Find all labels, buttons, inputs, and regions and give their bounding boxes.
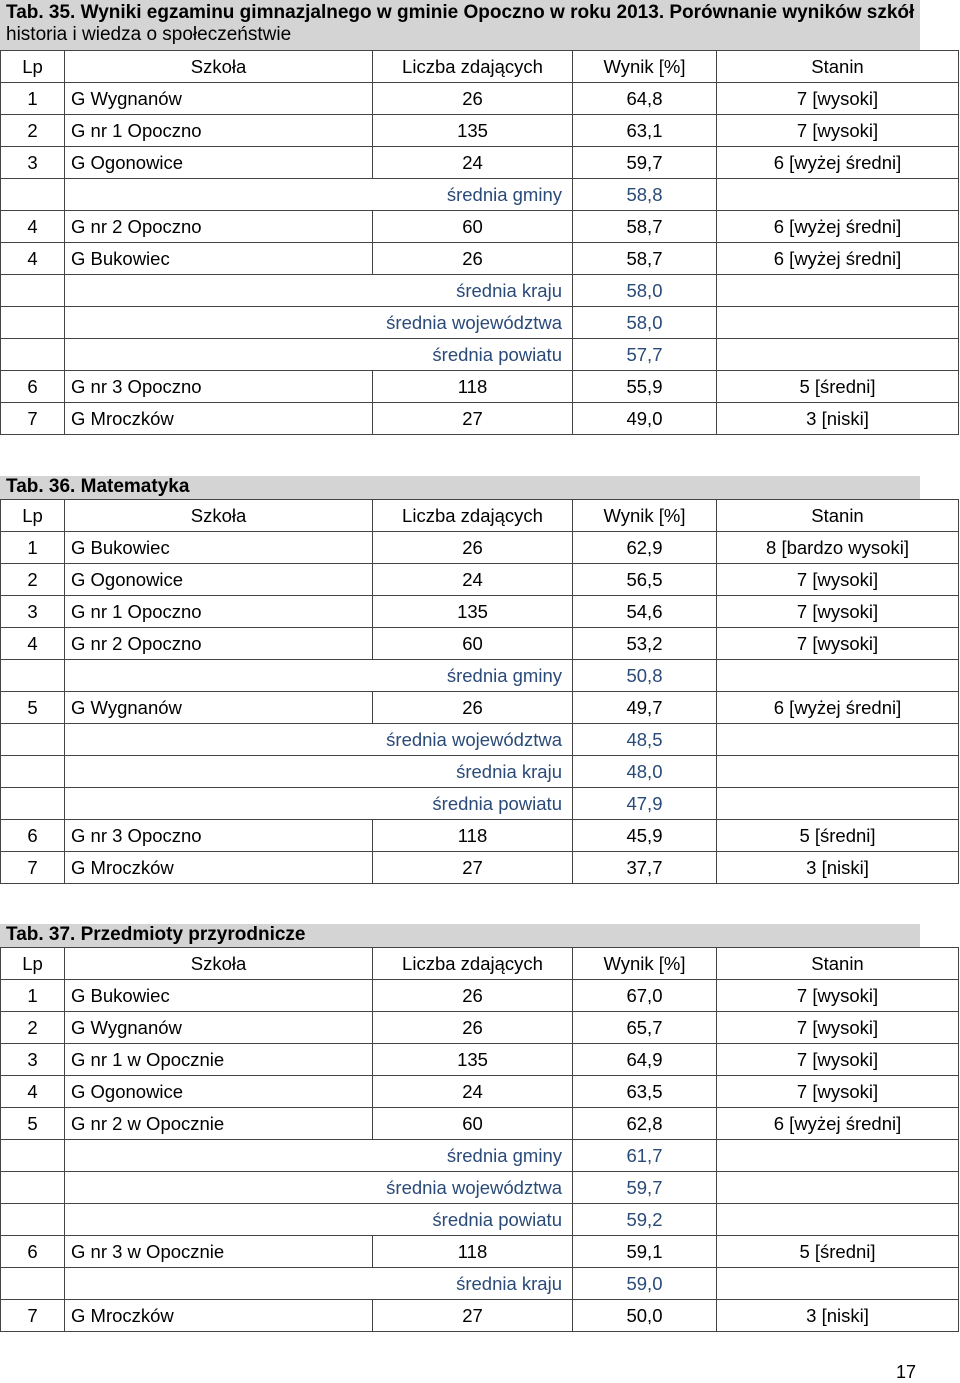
empty-cell [717, 724, 959, 756]
school-row [1, 243, 959, 275]
rank-cell: 5 [1, 1108, 65, 1140]
school-name-cell: G nr 2 Opoczno [65, 628, 373, 660]
stanin-cell: 6 [wyżej średni] [717, 1108, 959, 1140]
average-row [1, 307, 959, 339]
school-row [1, 147, 959, 179]
school-row [1, 1108, 959, 1140]
count-cell: 118 [373, 371, 573, 403]
caption-line-2: historia i wiedza o społeczeństwie [6, 24, 292, 45]
school-name-cell: G Ogonowice [65, 1076, 373, 1108]
count-cell: 24 [373, 147, 573, 179]
stanin-cell: 7 [wysoki] [717, 1012, 959, 1044]
rank-cell: 4 [1, 628, 65, 660]
column-header: Szkoła [65, 948, 373, 980]
school-name-cell: G Mroczków [65, 1300, 373, 1332]
stanin-cell: 5 [średni] [717, 820, 959, 852]
score-cell: 49,0 [573, 403, 717, 435]
school-name-cell: G Ogonowice [65, 564, 373, 596]
average-value: 58,8 [573, 179, 717, 211]
caption-line-1: Tab. 36. Matematyka [6, 476, 190, 497]
empty-cell [717, 1268, 959, 1300]
column-header: Stanin [717, 948, 959, 980]
school-name-cell: G Wygnanów [65, 1012, 373, 1044]
average-row [1, 724, 959, 756]
average-label: średnia kraju [65, 756, 573, 788]
rank-cell: 6 [1, 1236, 65, 1268]
column-header: Wynik [%] [573, 948, 717, 980]
column-header: Stanin [717, 500, 959, 532]
average-label: średnia województwa [65, 724, 573, 756]
column-header: Liczba zdających [373, 500, 573, 532]
stanin-cell: 7 [wysoki] [717, 980, 959, 1012]
score-cell: 64,8 [573, 83, 717, 115]
stanin-cell: 8 [bardzo wysoki] [717, 532, 959, 564]
stanin-cell: 7 [wysoki] [717, 83, 959, 115]
rank-cell: 1 [1, 980, 65, 1012]
school-name-cell: G nr 3 w Opocznie [65, 1236, 373, 1268]
caption-line-1: Tab. 37. Przedmioty przyrodnicze [6, 924, 306, 945]
score-cell: 58,7 [573, 243, 717, 275]
empty-cell [717, 660, 959, 692]
average-label: średnia kraju [65, 1268, 573, 1300]
count-cell: 135 [373, 1044, 573, 1076]
rank-cell: 7 [1, 852, 65, 884]
table-header-row [1, 500, 959, 532]
empty-cell [1, 1204, 65, 1236]
empty-cell [717, 1140, 959, 1172]
stanin-cell: 7 [wysoki] [717, 628, 959, 660]
average-row [1, 179, 959, 211]
count-cell: 27 [373, 403, 573, 435]
stanin-cell: 3 [niski] [717, 852, 959, 884]
school-name-cell: G nr 1 Opoczno [65, 115, 373, 147]
rank-cell: 2 [1, 1012, 65, 1044]
school-name-cell: G Bukowiec [65, 532, 373, 564]
score-cell: 65,7 [573, 1012, 717, 1044]
school-row [1, 371, 959, 403]
average-label: średnia województwa [65, 307, 573, 339]
empty-cell [717, 1172, 959, 1204]
empty-cell [1, 788, 65, 820]
school-name-cell: G nr 2 w Opocznie [65, 1108, 373, 1140]
stanin-cell: 3 [niski] [717, 403, 959, 435]
empty-cell [1, 1140, 65, 1172]
rank-cell: 4 [1, 243, 65, 275]
empty-cell [717, 756, 959, 788]
count-cell: 24 [373, 564, 573, 596]
empty-cell [717, 1204, 959, 1236]
school-row [1, 403, 959, 435]
school-row [1, 564, 959, 596]
column-header: Lp [1, 948, 65, 980]
score-cell: 56,5 [573, 564, 717, 596]
score-cell: 64,9 [573, 1044, 717, 1076]
stanin-cell: 7 [wysoki] [717, 1076, 959, 1108]
average-value: 57,7 [573, 339, 717, 371]
school-name-cell: G Ogonowice [65, 147, 373, 179]
average-value: 50,8 [573, 660, 717, 692]
school-row [1, 1300, 959, 1332]
count-cell: 118 [373, 1236, 573, 1268]
average-value: 59,2 [573, 1204, 717, 1236]
average-value: 61,7 [573, 1140, 717, 1172]
column-header: Liczba zdających [373, 51, 573, 83]
score-cell: 67,0 [573, 980, 717, 1012]
count-cell: 26 [373, 692, 573, 724]
empty-cell [1, 339, 65, 371]
rank-cell: 7 [1, 1300, 65, 1332]
score-cell: 55,9 [573, 371, 717, 403]
school-row [1, 1076, 959, 1108]
stanin-cell: 5 [średni] [717, 1236, 959, 1268]
rank-cell: 2 [1, 564, 65, 596]
average-value: 48,5 [573, 724, 717, 756]
column-header: Szkoła [65, 51, 373, 83]
average-row [1, 275, 959, 307]
results-table [0, 499, 959, 884]
average-row [1, 1172, 959, 1204]
caption-line-1: Tab. 35. Wyniki egzaminu gimnazjalnego w gminie Opoczno w roku 2013. Porównanie wyników szkół [6, 2, 915, 23]
count-cell: 60 [373, 211, 573, 243]
score-cell: 63,5 [573, 1076, 717, 1108]
average-label: średnia powiatu [65, 339, 573, 371]
average-row [1, 339, 959, 371]
empty-cell [717, 339, 959, 371]
score-cell: 53,2 [573, 628, 717, 660]
school-row [1, 211, 959, 243]
rank-cell: 6 [1, 371, 65, 403]
school-name-cell: G nr 1 Opoczno [65, 596, 373, 628]
school-name-cell: G nr 3 Opoczno [65, 820, 373, 852]
column-header: Wynik [%] [573, 51, 717, 83]
average-value: 59,7 [573, 1172, 717, 1204]
empty-cell [1, 275, 65, 307]
count-cell: 135 [373, 115, 573, 147]
score-cell: 49,7 [573, 692, 717, 724]
stanin-cell: 7 [wysoki] [717, 115, 959, 147]
average-label: średnia gminy [65, 1140, 573, 1172]
empty-cell [717, 307, 959, 339]
stanin-cell: 7 [wysoki] [717, 1044, 959, 1076]
school-row [1, 1012, 959, 1044]
average-row [1, 788, 959, 820]
school-row [1, 820, 959, 852]
school-name-cell: G nr 2 Opoczno [65, 211, 373, 243]
column-header: Liczba zdających [373, 948, 573, 980]
table-caption [0, 0, 920, 50]
stanin-cell: 6 [wyżej średni] [717, 211, 959, 243]
stanin-cell: 5 [średni] [717, 371, 959, 403]
average-value: 59,0 [573, 1268, 717, 1300]
table-header-row [1, 948, 959, 980]
school-name-cell: G Bukowiec [65, 243, 373, 275]
stanin-cell: 7 [wysoki] [717, 596, 959, 628]
rank-cell: 2 [1, 115, 65, 147]
empty-cell [717, 275, 959, 307]
score-cell: 59,1 [573, 1236, 717, 1268]
rank-cell: 1 [1, 532, 65, 564]
average-value: 58,0 [573, 307, 717, 339]
score-cell: 54,6 [573, 596, 717, 628]
page-number: 17 [895, 1362, 916, 1382]
rank-cell: 1 [1, 83, 65, 115]
average-value: 58,0 [573, 275, 717, 307]
rank-cell: 3 [1, 147, 65, 179]
school-name-cell: G Mroczków [65, 403, 373, 435]
count-cell: 27 [373, 1300, 573, 1332]
score-cell: 63,1 [573, 115, 717, 147]
school-row [1, 83, 959, 115]
school-row [1, 628, 959, 660]
stanin-cell: 7 [wysoki] [717, 564, 959, 596]
column-header: Szkoła [65, 500, 373, 532]
count-cell: 26 [373, 1012, 573, 1044]
empty-cell [1, 179, 65, 211]
school-name-cell: G Wygnanów [65, 692, 373, 724]
rank-cell: 7 [1, 403, 65, 435]
score-cell: 37,7 [573, 852, 717, 884]
average-label: średnia województwa [65, 1172, 573, 1204]
empty-cell [717, 788, 959, 820]
count-cell: 26 [373, 980, 573, 1012]
school-row [1, 1236, 959, 1268]
average-label: średnia gminy [65, 660, 573, 692]
score-cell: 59,7 [573, 147, 717, 179]
school-row [1, 980, 959, 1012]
empty-cell [1, 1172, 65, 1204]
school-name-cell: G Mroczków [65, 852, 373, 884]
results-table [0, 50, 959, 435]
school-row [1, 852, 959, 884]
score-cell: 50,0 [573, 1300, 717, 1332]
count-cell: 118 [373, 820, 573, 852]
school-name-cell: G Bukowiec [65, 980, 373, 1012]
average-row [1, 660, 959, 692]
average-row [1, 1268, 959, 1300]
count-cell: 26 [373, 532, 573, 564]
empty-cell [1, 307, 65, 339]
table-caption [0, 924, 920, 948]
empty-cell [1, 1268, 65, 1300]
column-header: Lp [1, 500, 65, 532]
school-row [1, 532, 959, 564]
average-label: średnia powiatu [65, 788, 573, 820]
table-header-row [1, 51, 959, 83]
empty-cell [1, 724, 65, 756]
count-cell: 26 [373, 243, 573, 275]
score-cell: 45,9 [573, 820, 717, 852]
school-name-cell: G Wygnanów [65, 83, 373, 115]
column-header: Stanin [717, 51, 959, 83]
stanin-cell: 6 [wyżej średni] [717, 147, 959, 179]
average-row [1, 1140, 959, 1172]
count-cell: 24 [373, 1076, 573, 1108]
school-row [1, 692, 959, 724]
average-value: 48,0 [573, 756, 717, 788]
score-cell: 62,9 [573, 532, 717, 564]
count-cell: 135 [373, 596, 573, 628]
average-label: średnia gminy [65, 179, 573, 211]
count-cell: 26 [373, 83, 573, 115]
rank-cell: 4 [1, 211, 65, 243]
score-cell: 58,7 [573, 211, 717, 243]
count-cell: 60 [373, 1108, 573, 1140]
school-row [1, 596, 959, 628]
rank-cell: 3 [1, 1044, 65, 1076]
count-cell: 27 [373, 852, 573, 884]
school-row [1, 1044, 959, 1076]
empty-cell [1, 756, 65, 788]
average-row [1, 756, 959, 788]
rank-cell: 3 [1, 596, 65, 628]
average-row [1, 1204, 959, 1236]
results-table [0, 947, 959, 1332]
rank-cell: 5 [1, 692, 65, 724]
stanin-cell: 6 [wyżej średni] [717, 692, 959, 724]
empty-cell [1, 660, 65, 692]
table-caption [0, 476, 920, 500]
count-cell: 60 [373, 628, 573, 660]
average-value: 47,9 [573, 788, 717, 820]
rank-cell: 6 [1, 820, 65, 852]
stanin-cell: 3 [niski] [717, 1300, 959, 1332]
rank-cell: 4 [1, 1076, 65, 1108]
school-name-cell: G nr 1 w Opocznie [65, 1044, 373, 1076]
average-label: średnia kraju [65, 275, 573, 307]
score-cell: 62,8 [573, 1108, 717, 1140]
school-row [1, 115, 959, 147]
empty-cell [717, 179, 959, 211]
average-label: średnia powiatu [65, 1204, 573, 1236]
stanin-cell: 6 [wyżej średni] [717, 243, 959, 275]
column-header: Lp [1, 51, 65, 83]
column-header: Wynik [%] [573, 500, 717, 532]
school-name-cell: G nr 3 Opoczno [65, 371, 373, 403]
